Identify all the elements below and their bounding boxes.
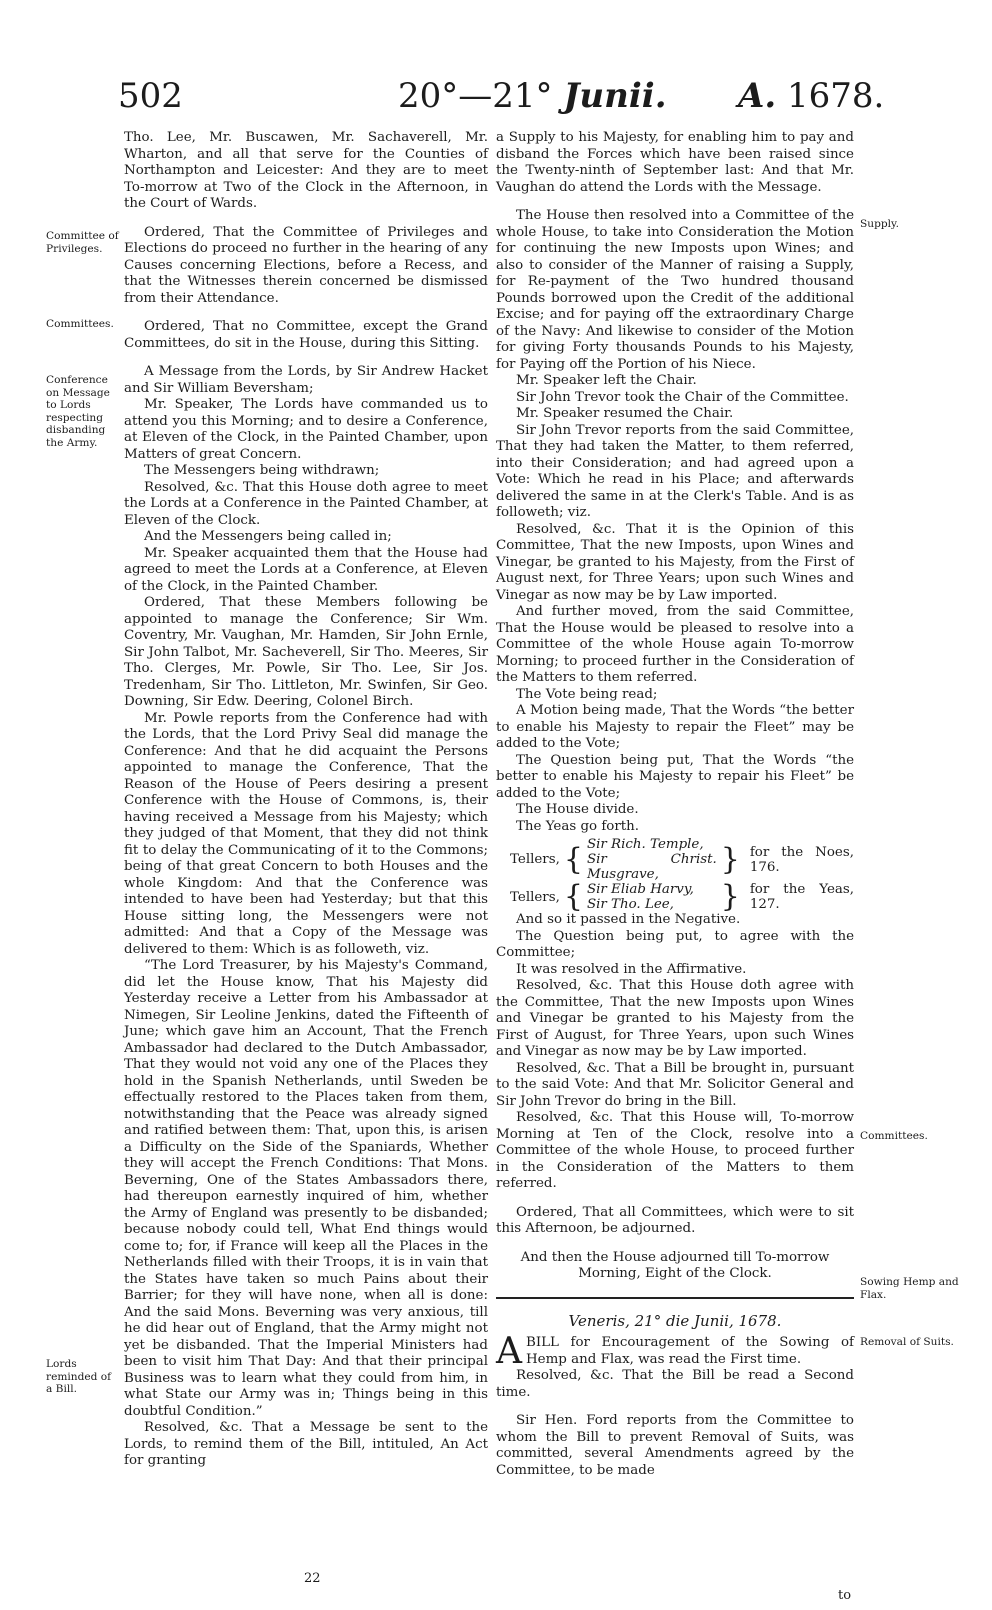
- paragraph: The Yeas go forth.: [516, 818, 640, 834]
- hemp-text: BILL for Encouragement of the Sowing of Hemp and Flax, was read the First time.: [526, 1335, 854, 1367]
- paragraph: Ordered, That these Members following be appointed to manage the Conference; Sir Wm. Coventry, Mr. Vaughan, Mr. Hamden, Sir John Ernle, Sir John Talbot, Mr. Sacheverell, Sir Tho. Meeres, Sir Tho. Clerges, Mr. Powle, Sir Tho. Lee, Sir Jos. Tredenham, Sir Tho. Littleton, Mr. Swinfen, Sir Geo. Downing, Sir Edw. Deering, Colonel Birch.: [124, 595, 488, 709]
- paragraph: Sir John Trevor took the Chair of the Committee.: [516, 389, 849, 405]
- year-prefix: A.: [738, 76, 777, 116]
- paragraph: The Vote being read;: [516, 686, 658, 702]
- paragraph: “The Lord Treasurer, by his Majesty's Command, did let the House know, That his Majesty did Yesterday receive a Letter from his Ambassador at Nimegen, Sir Leoline Jenkins, dated the Fifteenth of June; which gave him an Account, That the French Ambassador had declared to the Dutch Ambassador, That they would not void any one of the Places they hold in the Spanish Netherlands, until Sweden be effectually restored to the Places taken from them, notwithstanding that the Peace was already signed and ratified between them: That, upon this, is arisen a Difficulty on the Side of the Spaniards, Whether they will accept the French Conditions: That Mons. Beverning, One of the States Ambassadors there, had thereupon earnestly inquired of him, whether the Army of England was presently to be disbanded; because nobody could tell, What End things would come to; for, if France will keep all the Places in the Netherlands filled with their Troops, it is in vain that the States have taken so much Pains about their Barrier; for they will have none, when all is done: And the said Mons. Beverning was very anxious, till he did hear out of England, that the Army might not yet be disbanded. That the Imperial Ministers had been to visit him That Day: And that their principal Business was to learn what they could from him, in what State our Army was in; Things being in this doubtful Condition.”: [124, 958, 488, 1419]
- margin-note-conference: Conference on Message to Lords respecting disbanding the Army.: [46, 374, 110, 449]
- paragraph: Mr. Speaker, The Lords have commanded us to attend you this Morning; and to desire a Conference, at Eleven of the Clock, in the Painted Chamber, upon Matters of great Concern.: [124, 397, 488, 462]
- right-column: [496, 130, 854, 1479]
- paragraph: Resolved, &c. That a Bill be brought in, pursuant to the said Vote: And that Mr. Solicitor General and Sir John Trevor do bring in the Bill.: [496, 1060, 854, 1109]
- paragraph: Resolved, &c. That a Message be sent to the Lords, to remind them of the Bill, intituled, An Act for granting: [124, 1420, 488, 1468]
- signature-mark: 22: [304, 1571, 321, 1586]
- paragraph: Tho. Lee, Mr. Buscawen, Mr. Sachaverell, Mr. Wharton, and all that serve for the Counties of Northampton and Leicester: And they are to meet To-morrow at Two of the Clock in the Afternoon, in the Court of Wards.: [124, 130, 488, 211]
- day-heading: Veneris, 21° die Junii, 1678.: [568, 1311, 782, 1330]
- teller-side: for the Yeas,: [749, 882, 854, 897]
- brace: {: [563, 879, 583, 914]
- date-range-word: Junii.: [563, 76, 667, 116]
- brace: {: [563, 841, 583, 877]
- drop-cap: A: [496, 1331, 522, 1372]
- paragraph: It was resolved in the Affirmative.: [516, 961, 747, 977]
- page-year: [738, 76, 884, 116]
- paragraph: And further moved, from the said Committee, That the House would be pleased to resolve into a Committee of the whole House again To-morrow Morning; to proceed further in the Consideration of the Matters to them referred.: [496, 604, 854, 685]
- paragraph: Mr. Powle reports from the Conference had with the Lords, that the Lord Privy Seal did manage the Conference: And that he did acquaint the Persons appointed to manage the Conference, That the Reason of the House of Peers desiring a present Conference with the House of Commons, is, their having received a Message from his Majesty; which they judged of that Moment, that they did not think fit to delay the Communicating of it to the Commons; being of that great Concern to both Houses and the whole Kingdom: And that the Conference was intended to have been had Yesterday; but that this House sitting long, the Messengers were not admitted: And that a Copy of the Message was delivered to them: Which is as followeth, viz.: [124, 710, 488, 957]
- catchword: to: [838, 1588, 852, 1603]
- paragraph: Ordered, That no Committee, except the Grand Committees, do sit in the House, during this Sitting.: [124, 319, 488, 351]
- brace: }: [720, 841, 740, 877]
- paragraph: a Supply to his Majesty, for enabling him to pay and disband the Forces which have been raised since the Twenty-ninth of September last: And that Mr. Vaughan do attend the Lords with the Message.: [496, 130, 854, 195]
- tellers-row-yeas: [496, 882, 854, 912]
- tellers-label: Tellers,: [510, 889, 560, 905]
- teller-name: Sir Tho. Lee,: [586, 897, 674, 912]
- paragraph: Sir Hen. Ford reports from the Committee to whom the Bill to prevent Removal of Suits, was committed, several Amendments agreed by the Committee, to be made: [496, 1413, 854, 1478]
- margin-note-privileges: Committee of Privileges.: [46, 230, 119, 255]
- teller-name: Sir Christ. Musgrave,: [586, 852, 717, 882]
- teller-side: for the Noes,: [749, 844, 854, 860]
- tellers-row-noes: [496, 837, 854, 882]
- hemp-paragraph: [496, 1331, 854, 1372]
- margin-note-removal: Removal of Suits.: [860, 1336, 954, 1348]
- paragraph: Ordered, That the Committee of Privileges and Elections do proceed no further in the hearing of any Causes concerning Elections, before a Recess, and that the Witnesses therein concerned be dismissed from their Attendance.: [124, 224, 488, 306]
- paragraph: A Motion being made, That the Words “the better to enable his Majesty to repair the Fleet” may be added to the Vote;: [496, 703, 854, 751]
- page-number: 502: [118, 76, 183, 116]
- paragraph: The Messengers being withdrawn;: [144, 463, 380, 478]
- paragraph: Resolved, &c. That this House doth agree with the Committee, That the new Imposts upon Wines and Vinegar be granted to his Majesty from the First of August, for Three Years, upon such Wines and Vinegar as now may be by Law imported.: [496, 978, 854, 1059]
- margin-note-committees: Committees.: [46, 318, 114, 330]
- paragraph: The House then resolved into a Committee of the whole House, to take into Consideration the Motion for continuing the new Imposts upon Wines; and also to consider of the Manner of raising a Supply, for Re-payment of the Two hundred thousand Pounds borrowed upon the Credit of the additional Excise; and for paying off the extraordinary Charge of the Navy: And likewise to consider of the Motion for giving Forty thousands Pounds to his Majesty, for Paying off the Portion of his Niece.: [496, 208, 854, 372]
- teller-count: 127.: [749, 897, 780, 912]
- section-divider: [496, 1297, 854, 1299]
- paragraph: Sir John Trevor reports from the said Committee, That they had taken the Matter, to them referred, into their Consideration; and had agreed upon a Vote: Which he read in his Place; and afterwards delivered the same in at the Clerk's Table. And is as followeth; viz.: [496, 422, 854, 520]
- paragraph: And the Messengers being called in;: [144, 529, 392, 544]
- teller-name: Sir Rich. Temple,: [586, 837, 704, 852]
- date-range-prefix: 20°—21°: [398, 76, 553, 116]
- year-value: 1678.: [787, 76, 885, 116]
- paragraph: Mr. Speaker resumed the Chair.: [516, 406, 734, 421]
- paragraph: The Question being put, to agree with the Committee;: [496, 928, 854, 960]
- margin-note-lords-reminded: Lords reminded of a Bill.: [46, 1358, 112, 1395]
- teller-count: 176.: [749, 859, 780, 875]
- adjournment-note: And then the House adjourned till To-morrow Morning, Eight of the Clock.: [520, 1249, 830, 1281]
- paragraph: Resolved, &c. That this House will, To-morrow Morning at Ten of the Clock, resolve into a Committee of the whole House, to proceed further in the Consideration of the Matters to them referred.: [496, 1110, 854, 1191]
- paragraph-orders: Ordered, That all Committees, which were to sit this Afternoon, be adjourned.: [496, 1204, 854, 1236]
- paragraph: Mr. Speaker acquainted them that the House had agreed to meet the Lords at a Conference, at Eleven of the Clock, in the Painted Chamber.: [124, 545, 488, 594]
- left-column: [124, 130, 488, 1470]
- paragraph: A Message from the Lords, by Sir Andrew Hacket and Sir William Beversham;: [124, 364, 488, 396]
- paragraph: The Question being put, That the Words “the better to enable his Majesty to repair his Fleet” be added to the Vote;: [496, 752, 854, 801]
- paragraph: Resolved, &c. That it is the Opinion of this Committee, That the new Imposts, upon Wines and Vinegar, be granted to his Majesty, from the First of August next, for Three Years; upon such Wines and Vinegar as now may be by Law imported.: [496, 521, 854, 603]
- paragraph: The House divide.: [516, 802, 639, 817]
- teller-name: Sir Eliab Harvy,: [586, 882, 694, 897]
- brace: }: [720, 879, 740, 914]
- tellers-block: [496, 837, 854, 912]
- tellers-label: Tellers,: [510, 852, 560, 867]
- paragraph: And so it passed in the Negative.: [516, 912, 741, 927]
- margin-note-supply: Supply.: [860, 218, 899, 230]
- paragraph: Resolved, &c. That the Bill be read a Second time.: [496, 1368, 854, 1400]
- paragraph: Resolved, &c. That this House doth agree to meet the Lords at a Conference in the Painted Chamber, at Eleven of the Clock.: [124, 479, 488, 528]
- page-date-range: [398, 76, 667, 116]
- margin-note-hemp: Sowing Hemp and Flax.: [860, 1276, 959, 1301]
- margin-note-committees-right: Committees.: [860, 1130, 928, 1142]
- paragraph: Mr. Speaker left the Chair.: [516, 373, 697, 388]
